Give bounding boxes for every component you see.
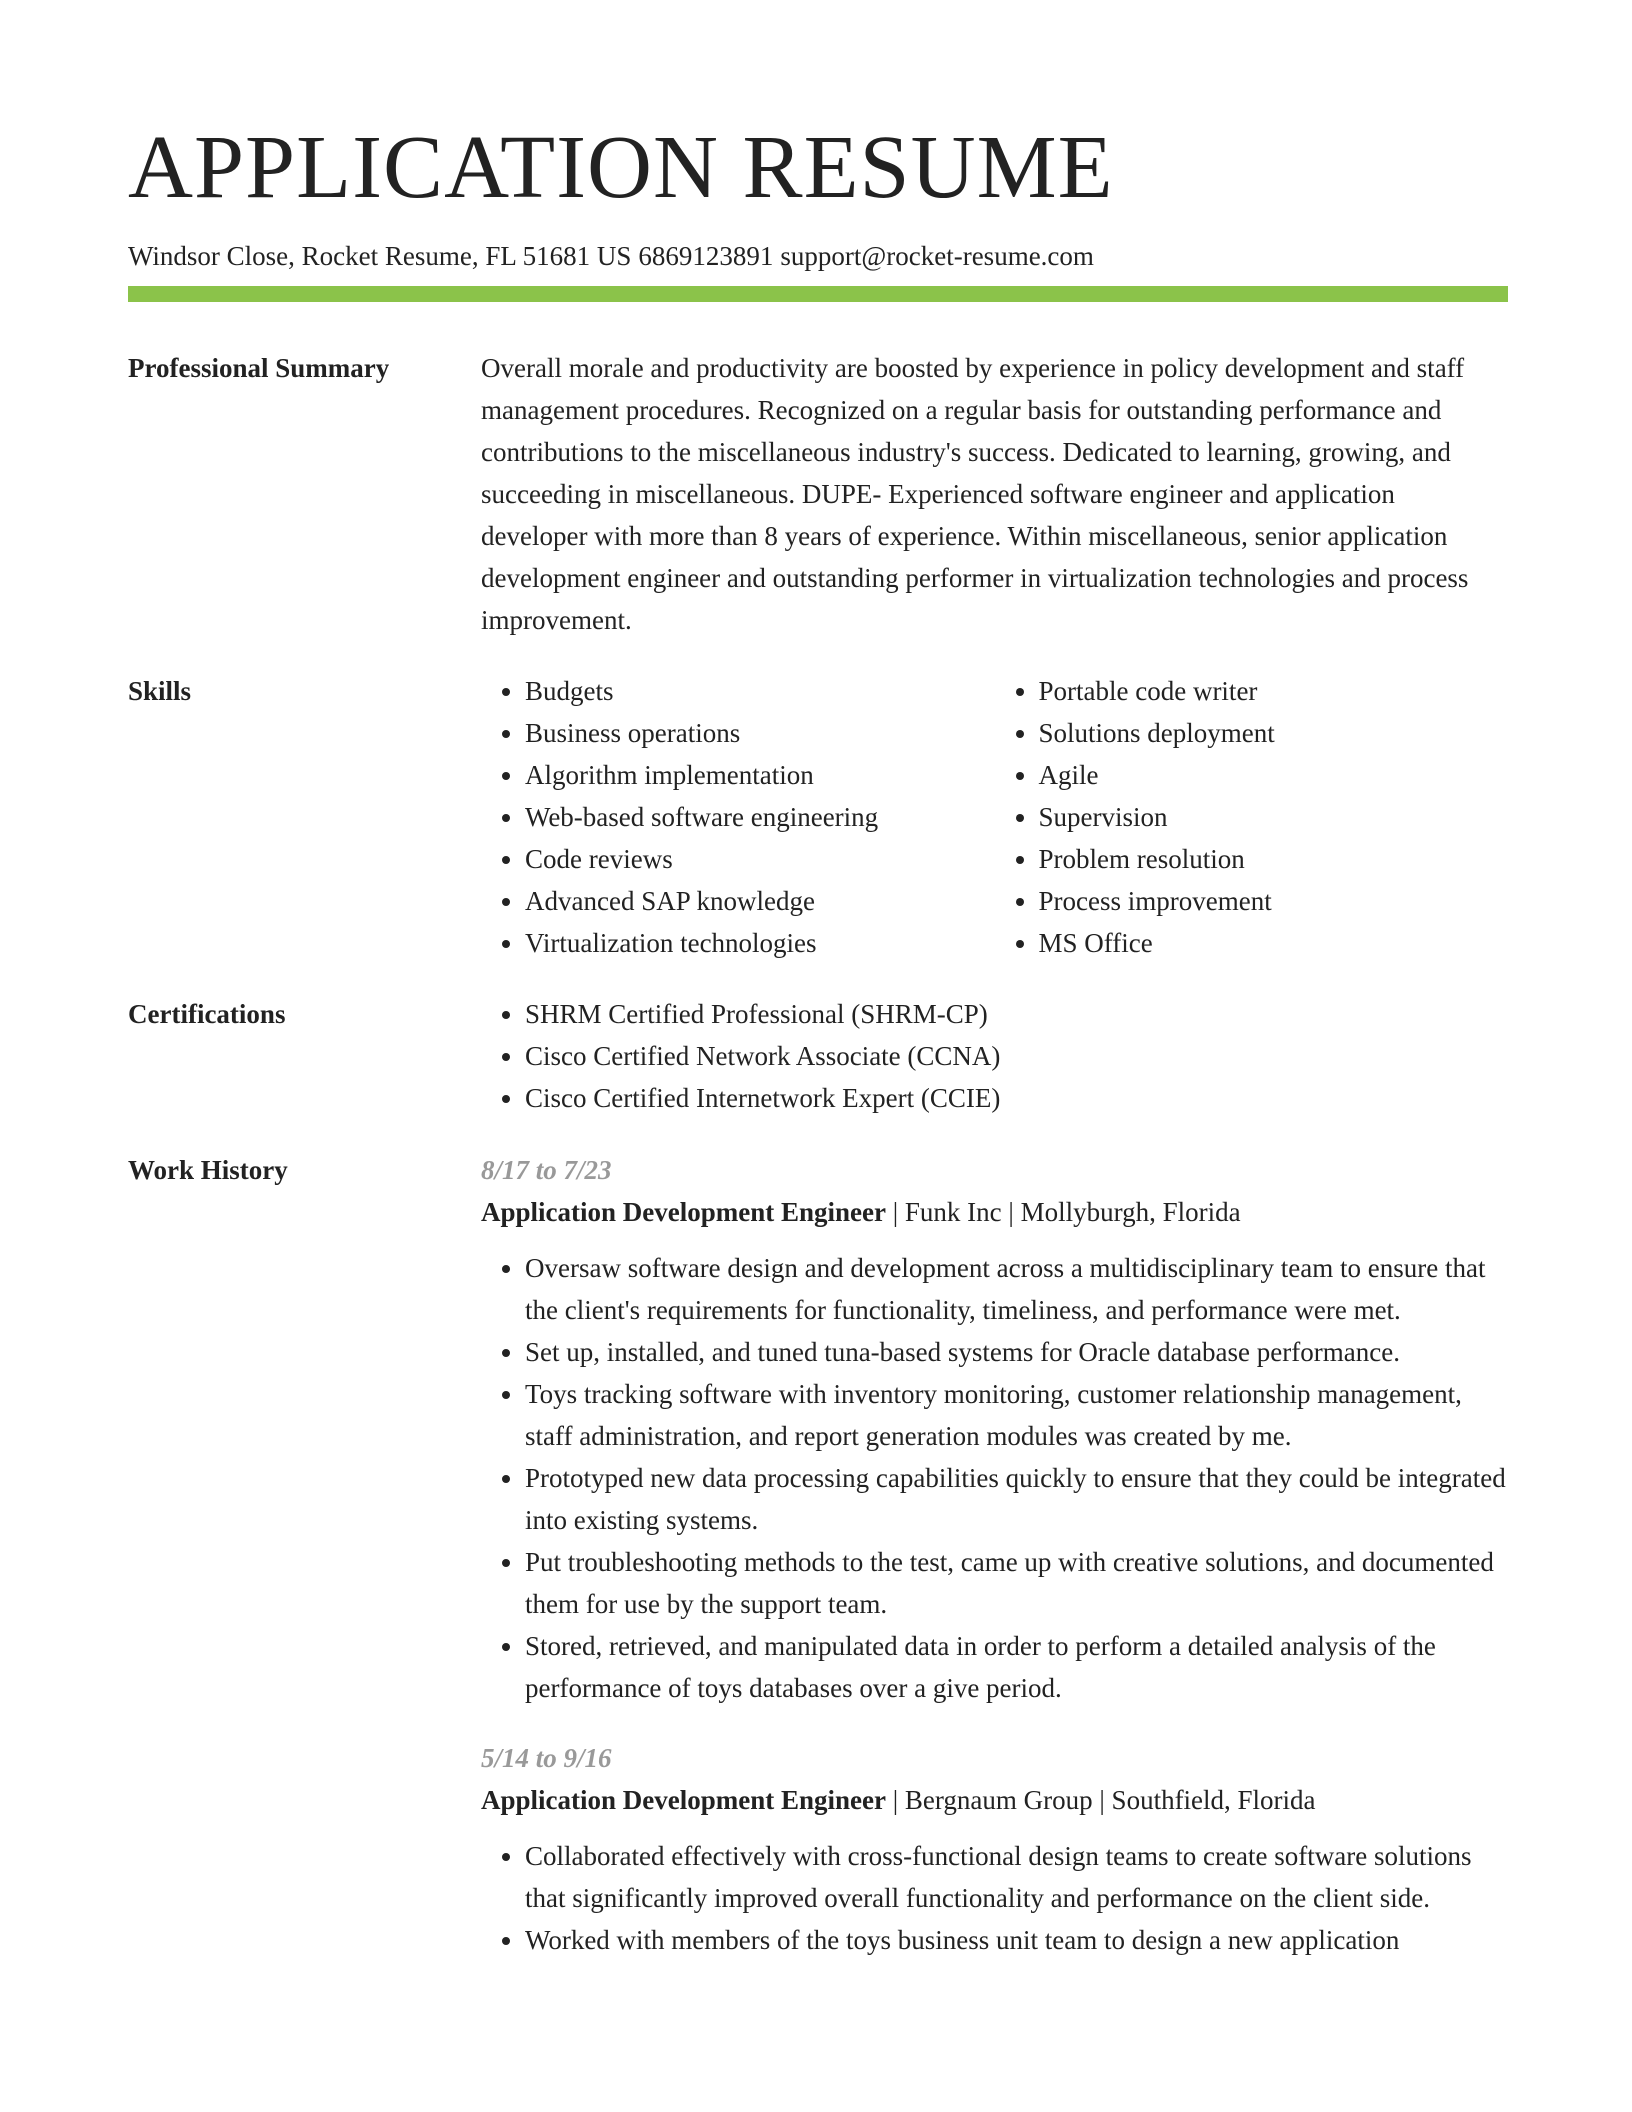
certifications-body: [481, 993, 1508, 1119]
job-separator: |: [892, 1197, 899, 1227]
job-location: Mollyburgh, Florida: [1020, 1197, 1241, 1227]
job-entry: [481, 1149, 1508, 1709]
job-bullet: • Stored, retrieved, and manipulated data in order to perform a detailed analysis of the performance of toys databases over a give period.: [525, 1625, 1508, 1709]
job-role: Application Development Engineer: [481, 1785, 886, 1815]
skills-title: Skills: [128, 676, 192, 706]
skill-item: • Business operations: [525, 712, 995, 754]
job-dates: 8/17 to 7/23: [481, 1155, 612, 1185]
skill-item: • Budgets: [525, 670, 995, 712]
job-company: Bergnaum Group: [904, 1785, 1093, 1815]
job-bullet: • Put troubleshooting methods to the test, came up with creative solutions, and documented them for use by the support team.: [525, 1541, 1508, 1625]
job-dates: 5/14 to 9/16: [481, 1743, 612, 1773]
job-bullet: • Set up, installed, and tuned tuna-based systems for Oracle database performance.: [525, 1331, 1508, 1373]
accent-divider: [128, 286, 1508, 302]
applicant-name: APPLICATION RESUME: [128, 118, 1114, 217]
job-heading: [481, 1191, 1508, 1233]
skill-item: • Portable code writer: [1039, 670, 1509, 712]
certification-item: • SHRM Certified Professional (SHRM-CP): [525, 993, 1508, 1035]
contact-email: support@rocket-resume.com: [780, 241, 1094, 271]
job-bullet: • Collaborated effectively with cross-functional design teams to create software solutions that significantly improved overall functionality and performance on the client side.: [525, 1835, 1508, 1919]
skill-item: • Solutions deployment: [1039, 712, 1509, 754]
job-bullet: • Toys tracking software with inventory monitoring, customer relationship management, staff administration, and report generation modules was created by me.: [525, 1373, 1508, 1457]
certification-item: • Cisco Certified Internetwork Expert (CCIE): [525, 1077, 1508, 1119]
job-entry: [481, 1737, 1508, 1961]
job-bullets: [481, 1835, 1508, 1961]
job-separator: |: [1099, 1785, 1105, 1815]
job-role: Application Development Engineer: [481, 1197, 886, 1227]
job-bullet: • Worked with members of the toys business unit team to design a new application: [525, 1919, 1508, 1961]
job-company: Funk Inc: [904, 1197, 1002, 1227]
skill-item: • Code reviews: [525, 838, 995, 880]
contact-line: [128, 238, 1508, 274]
job-separator: |: [1008, 1197, 1014, 1227]
job-heading: [481, 1779, 1508, 1821]
job-location: Southfield, Florida: [1111, 1785, 1316, 1815]
job-separator: |: [892, 1785, 899, 1815]
work-history-body: [481, 1149, 1508, 1961]
skill-item: • MS Office: [1039, 922, 1509, 964]
skills-list-right: [995, 670, 1509, 964]
skill-item: • Virtualization technologies: [525, 922, 995, 964]
job-bullet: • Prototyped new data processing capabilities quickly to ensure that they could be integrated into existing systems.: [525, 1457, 1508, 1541]
summary-title: Professional Summary: [128, 353, 390, 383]
work-history-title: Work History: [128, 1155, 288, 1185]
skill-item: • Advanced SAP knowledge: [525, 880, 995, 922]
skill-item: • Problem resolution: [1039, 838, 1509, 880]
skill-item: • Algorithm implementation: [525, 754, 995, 796]
summary-text: Overall morale and productivity are boosted by experience in policy development and staff management procedures. Recognized on a regular basis for outstanding performance and contributions to the miscellaneous industry's success. Dedicated to learning, growing, and succeeding in miscellaneous. DUPE- Experienced software engineer and application developer with more than 8 years of experience. Within miscellaneous, senior application development engineer and outstanding performer in virtualization technologies and process improvement.: [481, 353, 1469, 635]
skill-item: • Agile: [1039, 754, 1509, 796]
skill-item: • Process improvement: [1039, 880, 1509, 922]
certifications-title: Certifications: [128, 999, 286, 1029]
resume-header: [128, 118, 1508, 274]
skill-item: • Supervision: [1039, 796, 1509, 838]
job-bullets: [481, 1247, 1508, 1709]
skills-columns: [481, 670, 1508, 964]
contact-phone: 6869123891: [638, 241, 774, 271]
job-bullet: • Oversaw software design and development across a multidisciplinary team to ensure that the client's requirements for functionality, timeliness, and performance were met.: [525, 1247, 1508, 1331]
skills-list-left: [481, 670, 995, 964]
contact-address: Windsor Close, Rocket Resume, FL 51681 US: [128, 241, 632, 271]
certification-item: • Cisco Certified Network Associate (CCNA): [525, 1035, 1508, 1077]
skill-item: • Web-based software engineering: [525, 796, 995, 838]
certifications-list: [481, 993, 1508, 1119]
